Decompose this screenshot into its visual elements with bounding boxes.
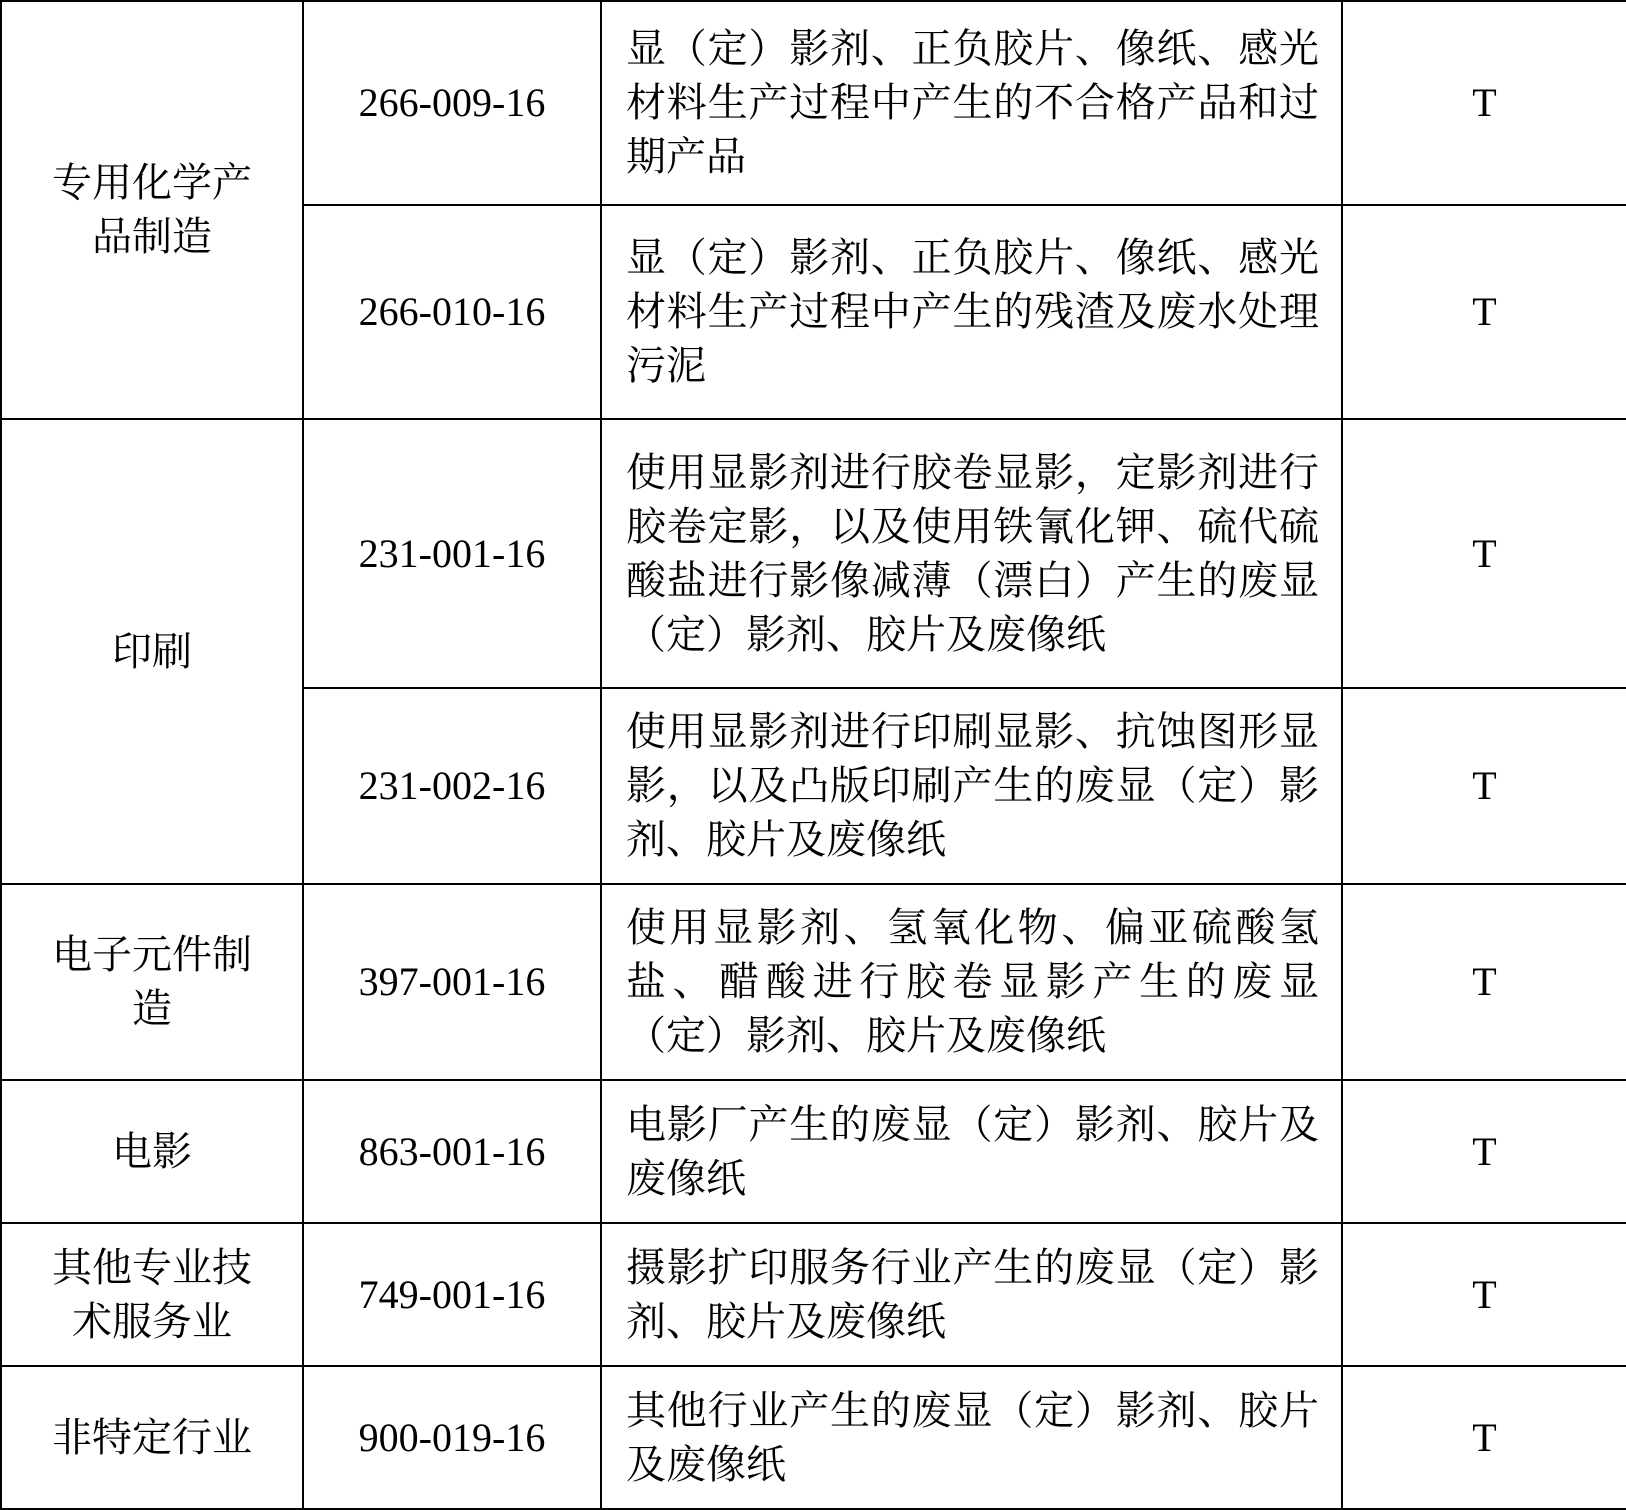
industry-cell: 专用化学产品制造 <box>1 1 303 419</box>
table-row <box>1 1 1626 205</box>
waste-description-cell: 电影厂产生的废显（定）影剂、胶片及废像纸 <box>601 1080 1342 1223</box>
industry-cell: 其他专业技术服务业 <box>1 1223 303 1366</box>
waste-code-cell: 266-009-16 <box>303 1 601 205</box>
waste-description-cell: 使用显影剂进行胶卷显影，定影剂进行胶卷定影，以及使用铁氰化钾、硫代硫酸盐进行影像减薄（漂白）产生的废显（定）影剂、胶片及废像纸 <box>601 419 1342 688</box>
industry-cell: 印刷 <box>1 419 303 884</box>
waste-description-cell: 使用显影剂、氢氧化物、偏亚硫酸氢盐、醋酸进行胶卷显影产生的废显（定）影剂、胶片及废像纸 <box>601 884 1342 1080</box>
waste-description-cell: 其他行业产生的废显（定）影剂、胶片及废像纸 <box>601 1366 1342 1509</box>
waste-code-cell: 863-001-16 <box>303 1080 601 1223</box>
waste-code-cell: 397-001-16 <box>303 884 601 1080</box>
hazard-characteristic-cell: T <box>1342 688 1626 884</box>
waste-description-cell: 使用显影剂进行印刷显影、抗蚀图形显影，以及凸版印刷产生的废显（定）影剂、胶片及废像纸 <box>601 688 1342 884</box>
hazard-characteristic-cell: T <box>1342 1223 1626 1366</box>
waste-code-cell: 749-001-16 <box>303 1223 601 1366</box>
table-row <box>1 419 1626 688</box>
waste-code-cell: 266-010-16 <box>303 205 601 419</box>
table-row <box>1 1080 1626 1223</box>
waste-code-cell: 231-001-16 <box>303 419 601 688</box>
hazard-characteristic-cell: T <box>1342 884 1626 1080</box>
industry-cell: 电子元件制造 <box>1 884 303 1080</box>
hazard-characteristic-cell: T <box>1342 1366 1626 1509</box>
hazard-characteristic-cell: T <box>1342 1080 1626 1223</box>
waste-code-cell: 900-019-16 <box>303 1366 601 1509</box>
table-row <box>1 1366 1626 1509</box>
industry-cell: 电影 <box>1 1080 303 1223</box>
waste-description-cell: 显（定）影剂、正负胶片、像纸、感光材料生产过程中产生的残渣及废水处理污泥 <box>601 205 1342 419</box>
hazard-characteristic-cell: T <box>1342 419 1626 688</box>
waste-description-cell: 摄影扩印服务行业产生的废显（定）影剂、胶片及废像纸 <box>601 1223 1342 1366</box>
table-row <box>1 1223 1626 1366</box>
waste-code-cell: 231-002-16 <box>303 688 601 884</box>
waste-description-cell: 显（定）影剂、正负胶片、像纸、感光材料生产过程中产生的不合格产品和过期产品 <box>601 1 1342 205</box>
hazard-characteristic-cell: T <box>1342 1 1626 205</box>
table-row <box>1 884 1626 1080</box>
industry-cell: 非特定行业 <box>1 1366 303 1509</box>
hazard-characteristic-cell: T <box>1342 205 1626 419</box>
